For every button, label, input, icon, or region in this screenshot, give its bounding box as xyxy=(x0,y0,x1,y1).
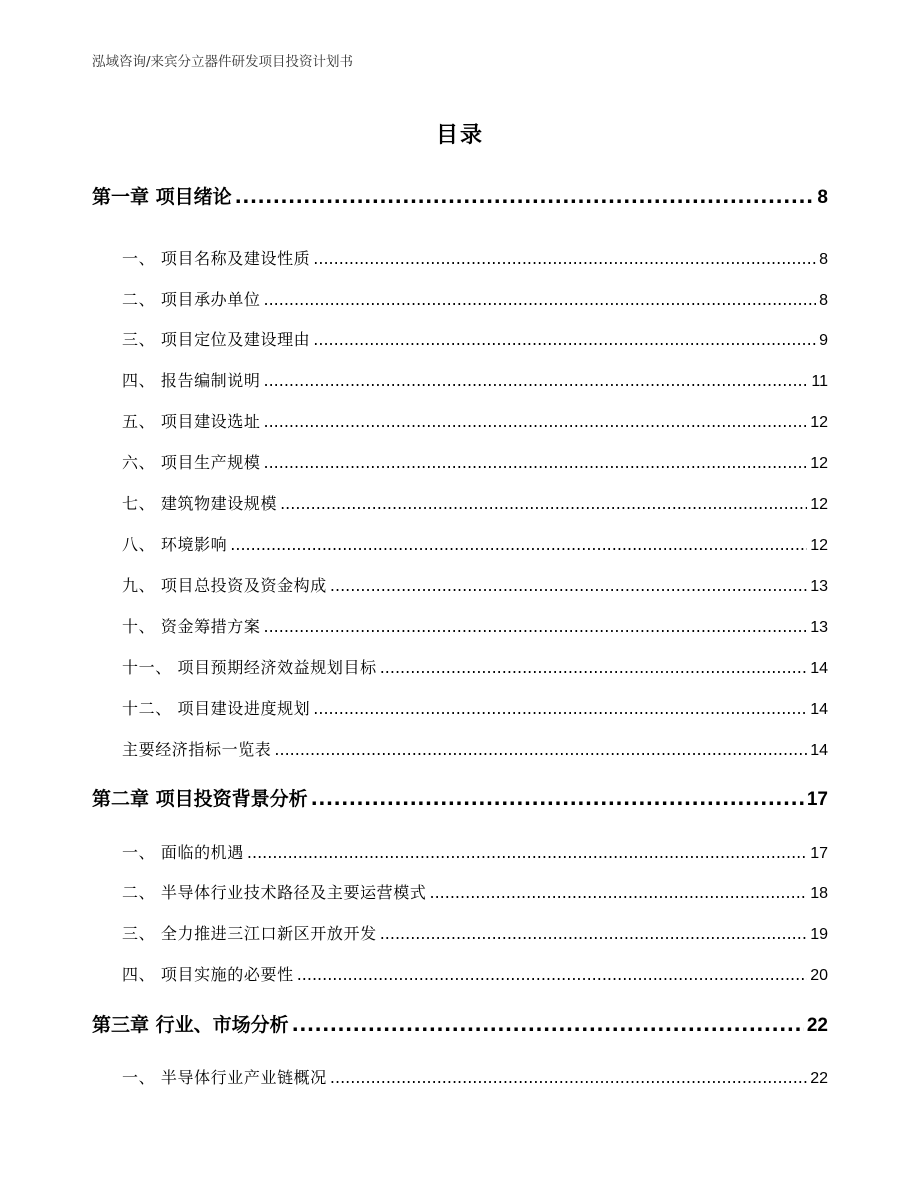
toc-section[interactable] xyxy=(122,574,828,599)
toc-section[interactable] xyxy=(122,451,828,476)
toc-page-number: 9 xyxy=(819,332,828,349)
toc-page-number: 14 xyxy=(810,701,828,718)
toc-entry-label: 第一章 项目绪论 xyxy=(92,186,232,208)
toc-section[interactable] xyxy=(122,369,828,394)
toc-page-number: 12 xyxy=(810,455,828,472)
toc-section[interactable] xyxy=(122,328,828,353)
toc-leader-dots xyxy=(235,183,815,211)
toc-page-number: 17 xyxy=(806,789,828,810)
toc-entry-label: 主要经济指标一览表 xyxy=(122,740,272,759)
toc-leader-dots xyxy=(280,492,807,516)
toc-entry-label: 十、 资金筹措方案 xyxy=(122,617,261,636)
toc-entry-label: 二、 项目承办单位 xyxy=(122,290,261,309)
toc-leader-dots xyxy=(380,922,808,946)
toc-page-number: 12 xyxy=(810,414,828,431)
toc-section[interactable] xyxy=(122,410,828,435)
toc-leader-dots xyxy=(330,574,807,598)
toc-section[interactable] xyxy=(122,922,828,947)
toc-page-number: 22 xyxy=(806,1015,828,1036)
toc-section[interactable] xyxy=(122,963,828,988)
toc-leader-dots xyxy=(264,410,808,434)
toc-leader-dots xyxy=(247,841,807,865)
running-header: 泓域咨询/来宾分立器件研发项目投资计划书 xyxy=(92,54,354,70)
toc-leader-dots xyxy=(274,738,807,762)
toc-entry-label: 一、 面临的机遇 xyxy=(122,843,244,862)
toc-chapter-1[interactable] xyxy=(92,183,828,212)
toc-section[interactable] xyxy=(122,656,828,681)
toc-entry-label: 七、 建筑物建设规模 xyxy=(122,494,278,513)
toc-section[interactable] xyxy=(122,1066,828,1091)
toc-leader-dots xyxy=(313,697,807,721)
toc-page-number: 8 xyxy=(819,251,828,268)
toc-leader-dots xyxy=(297,963,808,987)
toc-entry-label: 一、 项目名称及建设性质 xyxy=(122,249,311,268)
toc-entry-label: 五、 项目建设选址 xyxy=(122,412,261,431)
toc-entry-label: 第三章 行业、市场分析 xyxy=(92,1014,289,1036)
toc-section[interactable] xyxy=(122,697,828,722)
toc-page-number: 12 xyxy=(810,537,828,554)
toc-leader-dots xyxy=(264,288,817,312)
toc-entry-label: 三、 项目定位及建设理由 xyxy=(122,330,311,349)
toc-chapter-2[interactable] xyxy=(92,785,828,814)
toc-page-number: 13 xyxy=(810,578,828,595)
toc-section[interactable] xyxy=(122,288,828,313)
toc-section[interactable] xyxy=(122,738,828,763)
toc-leader-dots xyxy=(380,656,808,680)
toc-page-number: 20 xyxy=(810,967,828,984)
toc-section[interactable] xyxy=(122,881,828,906)
toc-entry-label: 十二、 项目建设进度规划 xyxy=(122,699,311,718)
toc-page-number: 17 xyxy=(810,845,828,862)
toc-page-number: 22 xyxy=(810,1070,828,1087)
toc-page-number: 14 xyxy=(810,660,828,677)
page-title: 目录 xyxy=(435,123,484,148)
toc-entry-label: 四、 项目实施的必要性 xyxy=(122,965,294,984)
toc-leader-dots xyxy=(430,881,808,905)
toc-page-number: 14 xyxy=(810,742,828,759)
toc-leader-dots xyxy=(264,369,809,393)
toc-page-number: 13 xyxy=(810,619,828,636)
toc-leader-dots xyxy=(330,1066,807,1090)
toc-entry-label: 十一、 项目预期经济效益规划目标 xyxy=(122,658,377,677)
toc-page-number: 8 xyxy=(819,292,828,309)
toc-entry-label: 六、 项目生产规模 xyxy=(122,453,261,472)
toc-entry-label: 一、 半导体行业产业链概况 xyxy=(122,1068,327,1087)
toc-section[interactable] xyxy=(122,247,828,272)
toc-chapter-3[interactable] xyxy=(92,1011,828,1040)
toc-page-number: 8 xyxy=(817,187,828,208)
toc-section[interactable] xyxy=(122,615,828,640)
toc-section[interactable] xyxy=(122,841,828,866)
toc-page-number: 11 xyxy=(811,373,828,390)
toc-entry-label: 二、 半导体行业技术路径及主要运营模式 xyxy=(122,883,427,902)
toc-leader-dots xyxy=(264,451,808,475)
toc-entry-label: 第二章 项目投资背景分析 xyxy=(92,788,308,810)
toc-page-number: 19 xyxy=(810,926,828,943)
toc-section[interactable] xyxy=(122,533,828,558)
toc-leader-dots xyxy=(313,247,816,271)
toc-entry-label: 三、 全力推进三江口新区开放开发 xyxy=(122,924,377,943)
toc-leader-dots xyxy=(230,533,807,557)
toc-entry-label: 四、 报告编制说明 xyxy=(122,371,261,390)
toc-leader-dots xyxy=(313,328,816,352)
toc-entry-label: 九、 项目总投资及资金构成 xyxy=(122,576,327,595)
toc-section[interactable] xyxy=(122,492,828,517)
toc-leader-dots xyxy=(292,1011,804,1039)
toc-page-number: 18 xyxy=(810,885,828,902)
toc-page-number: 12 xyxy=(810,496,828,513)
toc-leader-dots xyxy=(311,785,804,813)
toc-entry-label: 八、 环境影响 xyxy=(122,535,228,554)
toc-leader-dots xyxy=(264,615,808,639)
